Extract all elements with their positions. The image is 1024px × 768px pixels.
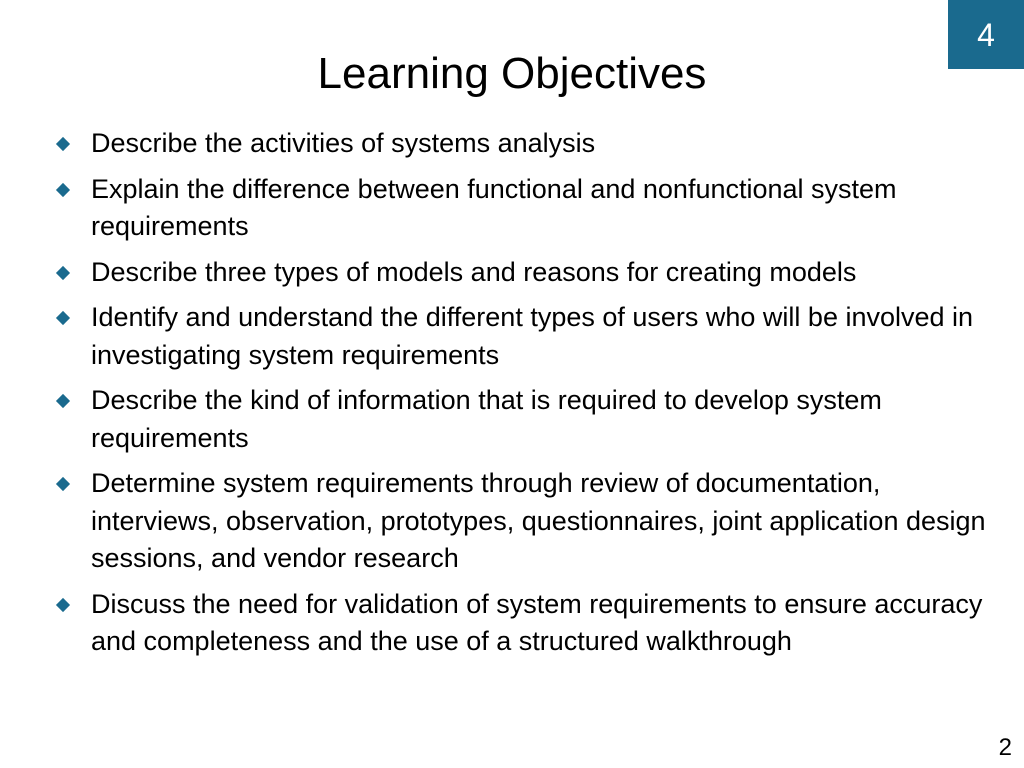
list-item-text: Explain the difference between functional and nonfunctional system requirements <box>91 173 897 241</box>
diamond-bullet-icon <box>56 477 70 491</box>
page-number: 2 <box>998 734 1012 761</box>
list-item <box>56 299 1006 374</box>
diamond-bullet-icon <box>56 394 70 408</box>
list-item-text: Discuss the need for validation of system requirements to ensure accuracy and completeness and the use of a structured walkthrough <box>91 588 983 656</box>
chapter-number: 4 <box>977 16 995 53</box>
list-item-text: Describe the kind of information that is required to develop system requirements <box>91 385 882 453</box>
list-item <box>56 125 1006 163</box>
diamond-bullet-icon <box>56 311 70 325</box>
list-item <box>56 254 1006 292</box>
list-item-text: Identify and understand the different types of users who will be involved in investigating system requirements <box>91 302 974 370</box>
list-item <box>56 586 1006 661</box>
list-item <box>56 382 1006 457</box>
diamond-bullet-icon <box>56 265 70 279</box>
list-item-text: Describe the activities of systems analysis <box>91 128 596 158</box>
objectives-list <box>56 125 1006 669</box>
diamond-bullet-icon <box>56 597 70 611</box>
diamond-bullet-icon <box>56 182 70 196</box>
list-item <box>56 171 1006 246</box>
slide-title: Learning Objectives <box>317 49 707 98</box>
list-item-text: Describe three types of models and reasons for creating models <box>91 256 857 287</box>
diamond-bullet-icon <box>56 137 70 151</box>
list-item-text: Determine system requirements through review of documentation, interviews, observation, prototypes, questionnaires, joint application design sessions, and vendor research <box>91 468 986 573</box>
list-item <box>56 465 1006 578</box>
